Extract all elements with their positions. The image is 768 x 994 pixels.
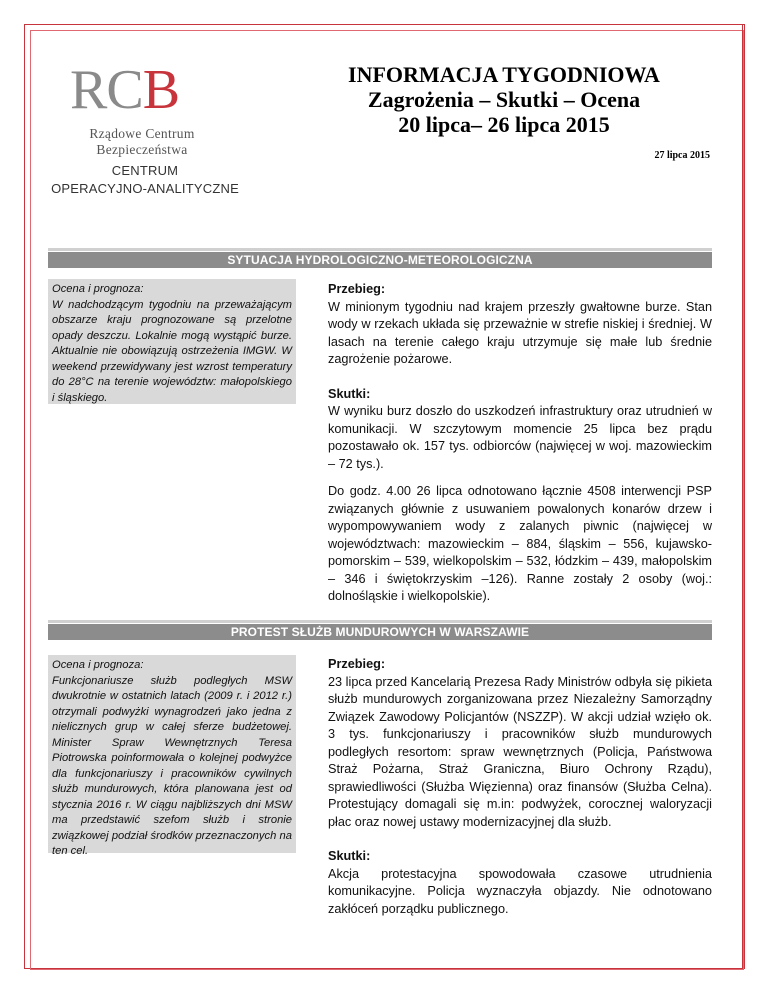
logo-letter-b: B [142,59,180,121]
course-text: 23 lipca przed Kancelarią Prezesa Rady Ministrów odbyła się pikieta służb mundurowych zorganizowana przez Niezależny Samorządny Związek Zawodowy Policjantów (NSZZP). W akcji udział wzięło ok. 3 tys. funkcjonariuszy i pracowników służb mundurowych podległych resortom: spraw wewnętrznych (Policja, Państwowa Straż Pożarna, Straż Graniczna, Biuro Ochrony Rządu), sprawiedliwości (Służba Więzienna) oraz finansów (Służba Celna). Protestujący domagali się m.in: podwyżek, corocznej waloryzacji płac oraz nowej ustawy modernizacyjnej dla służb. [328,674,712,829]
main-column-protest [328,656,712,918]
forecast-box-protest [48,655,296,857]
logo-name-line1: Rządowe Centrum [89,126,195,141]
effects-text: Akcja protestacyjna spowodowała czasowe utrudnienia komunikacyjne. Policja wyznaczyła objazdy. Nie odnotowano zakłóceń porządku publicznego. [328,866,712,916]
course-label: Przebieg: [328,282,386,296]
forecast-label: Ocena i prognoza: [52,283,144,295]
main-column-hydro [328,281,712,606]
forecast-text: Funkcjonariusze służb podległych MSW dwukrotnie w ostatnich latach (2009 r. i 2012 r.) otrzymali podwyżki wynagrodzeń jako jedna z nielicznych grup w całej sferze budżetowej. Minister Spraw Wewnętrznych Teresa Piotrowska poinformowała o kolejnej podwyżce dla funkcjonariuszy i pracowników cywilnych służb mundurowych, która planowana jest od stycznia 2016 r. W ciągu najbliższych dni MSW ma przedstawić szefom służb i stronie związkowej podział środków przeznaczonych na ten cel. [52,674,292,857]
department-line2: OPERACYJNO-ANALITYCZNE [51,181,239,196]
course-text: W minionym tygodniu nad krajem przeszły gwałtowne burze. Stan wody w rzekach układa się przeważnie w strefie niskiej i średniej. W lasach na terenie całego kraju utrzymuje się małe lub średnie zagrożenie pożarowe. [328,299,712,366]
title-line2: Zagrożenia – Skutki – Ocena [367,87,641,112]
title-line1: INFORMACJA TYGODNIOWA [348,62,660,87]
section-heading-protest: PROTEST SŁUŻB MUNDUROWYCH W WARSZAWIE [48,624,712,640]
forecast-label: Ocena i prognoza: [52,659,144,671]
logo-mark [70,59,214,121]
department-name [48,162,242,198]
forecast-box-hydro [48,279,296,404]
logo-name [70,126,214,158]
logo-name-line2: Bezpieczeństwa [96,142,188,157]
section-heading-hydro: SYTUACJA HYDROLOGICZNO-METEOROLOGICZNA [48,252,712,268]
forecast-text: W nadchodzącym tygodniu na przeważającym obszarze kraju prognozowane są przelotne opady deszczu. Lokalnie mogą wystąpić burze. Aktualnie nie obowiązują ostrzeżenia IMGW. W weekend przewidywany jest wzrost temperatury do 28°C na terenie województw: małopolskiego i śląskiego. [52,298,292,404]
department-line1: CENTRUM [111,163,179,178]
page-border-right-line [742,24,743,969]
report-date: 27 lipca 2015 [654,150,710,161]
logo-letters-rc: RC [70,59,143,121]
effects-label: Skutki: [328,386,371,401]
effects-text: W wyniku burz doszło do uszkodzeń infrastruktury oraz utrudnień w komunikacji. W szczytowym momencie 25 lipca bez prądu pozostawało ok. 157 tys. odbiorców (najwięcej w woj. mazowieckim – 72 tys.). [328,404,712,471]
rcb-logo [70,59,214,158]
effects-label: Skutki: [328,849,371,863]
report-title [300,62,708,137]
title-date-range: 20 lipca– 26 lipca 2015 [398,112,610,137]
interventions-text: Do godz. 4.00 26 lipca odnotowano łącznie 4508 interwencji PSP związanych głównie z usuwaniem powalonych konarów drzew i wypompowywaniem wody z zalanych piwnic (najwięcej w województwach: mazowieckim – 884, śląskim – 556, kujawsko-pomorskim – 539, wielkopolskim – 532, łódzkim – 439, małopolskim – 346 i świętokrzyskim –126). Ranne zostały 2 osoby (woj.: dolnośląskie i wielkopolskie). [328,484,712,603]
course-label: Przebieg: [328,657,386,671]
